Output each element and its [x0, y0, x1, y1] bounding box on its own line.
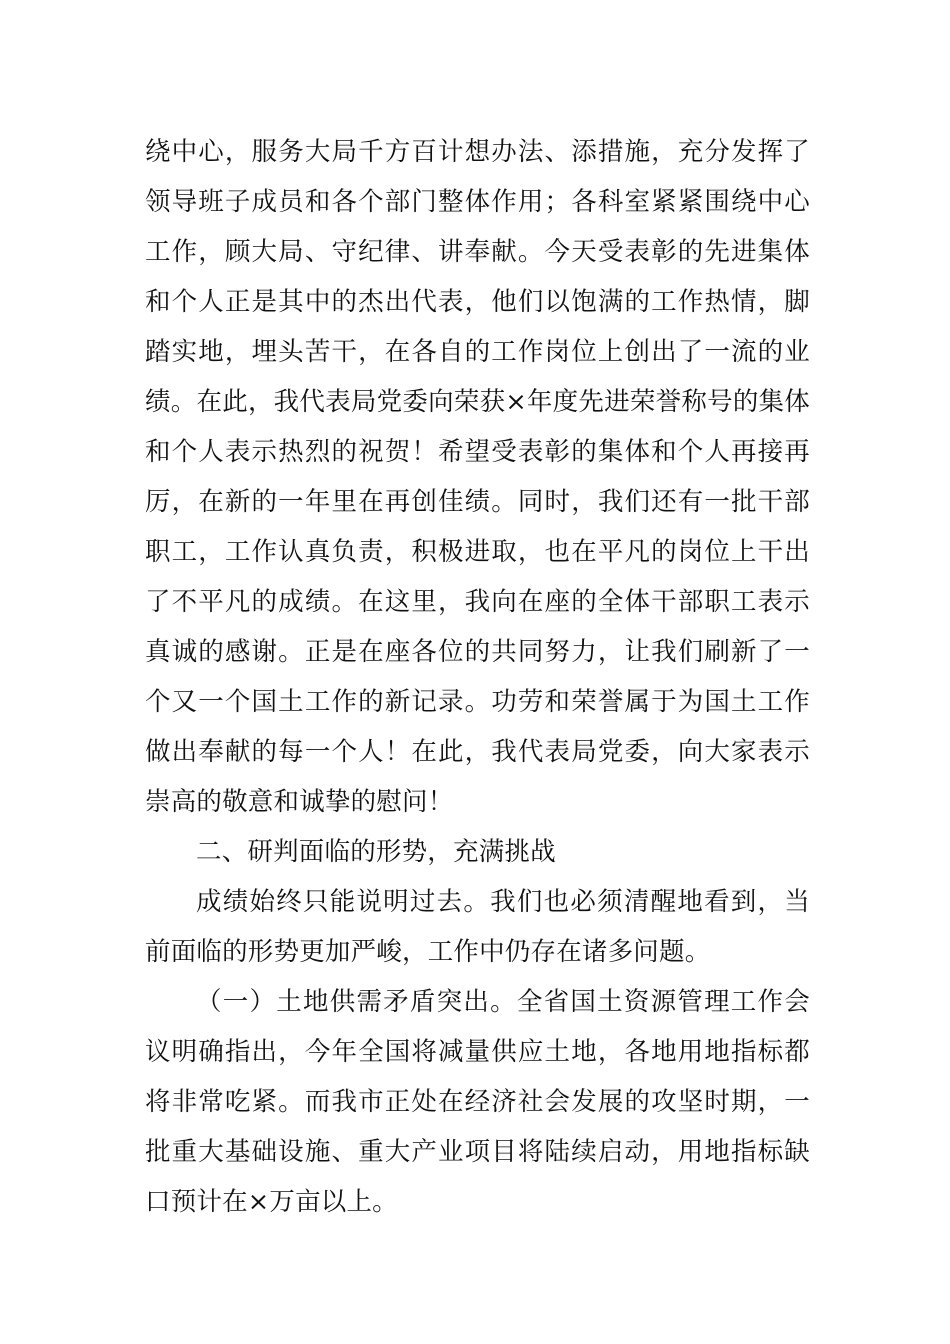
- body-text-line: 了不平凡的成绩。在这里，我向在座的全体干部职工表示: [145, 587, 810, 617]
- section-heading: 二、研判面临的形势，充满挑战: [196, 837, 556, 867]
- body-text-line: 和个人表示热烈的祝贺！希望受表彰的集体和个人再接再: [145, 437, 810, 467]
- paragraph-first-line: 成绩始终只能说明过去。我们也必须清醒地看到，当: [196, 887, 810, 917]
- body-text-line: 领导班子成员和各个部门整体作用；各科室紧紧围绕中心: [145, 187, 810, 217]
- body-text-line: 和个人正是其中的杰出代表，他们以饱满的工作热情，脚: [145, 287, 810, 317]
- body-text-line: 前面临的形势更加严峻，工作中仍存在诸多问题。: [145, 937, 711, 967]
- body-text-line: 厉，在新的一年里在再创佳绩。同时，我们还有一批干部: [145, 487, 810, 517]
- subsection-first-line: （一）土地供需矛盾突出。全省国土资源管理工作会: [196, 987, 810, 1017]
- body-text-line: 批重大基础设施、重大产业项目将陆续启动，用地指标缺: [145, 1137, 810, 1167]
- body-text-line: 绩。在此，我代表局党委向荣获×年度先进荣誉称号的集体: [145, 387, 810, 417]
- body-text-line: 做出奉献的每一个人！在此，我代表局党委，向大家表示: [145, 737, 810, 767]
- body-text-line: 崇高的敬意和诚挚的慰问！: [145, 787, 454, 817]
- body-text-line: 口预计在×万亩以上。: [145, 1187, 398, 1217]
- body-text-line: 议明确指出，今年全国将减量供应土地，各地用地指标都: [145, 1037, 810, 1067]
- body-text-line: 个又一个国土工作的新记录。功劳和荣誉属于为国土工作: [145, 687, 810, 717]
- body-text-line: 工作，顾大局、守纪律、讲奉献。今天受表彰的先进集体: [145, 237, 810, 267]
- body-text-line: 踏实地，埋头苦干，在各自的工作岗位上创出了一流的业: [145, 337, 810, 367]
- body-text-line: 真诚的感谢。正是在座各位的共同努力，让我们刷新了一: [145, 637, 810, 667]
- body-text-line: 绕中心，服务大局千方百计想办法、添措施，充分发挥了: [145, 137, 810, 167]
- body-text-line: 职工，工作认真负责，积极进取，也在平凡的岗位上干出: [145, 537, 810, 567]
- body-text-line: 将非常吃紧。而我市正处在经济社会发展的攻坚时期，一: [145, 1087, 810, 1117]
